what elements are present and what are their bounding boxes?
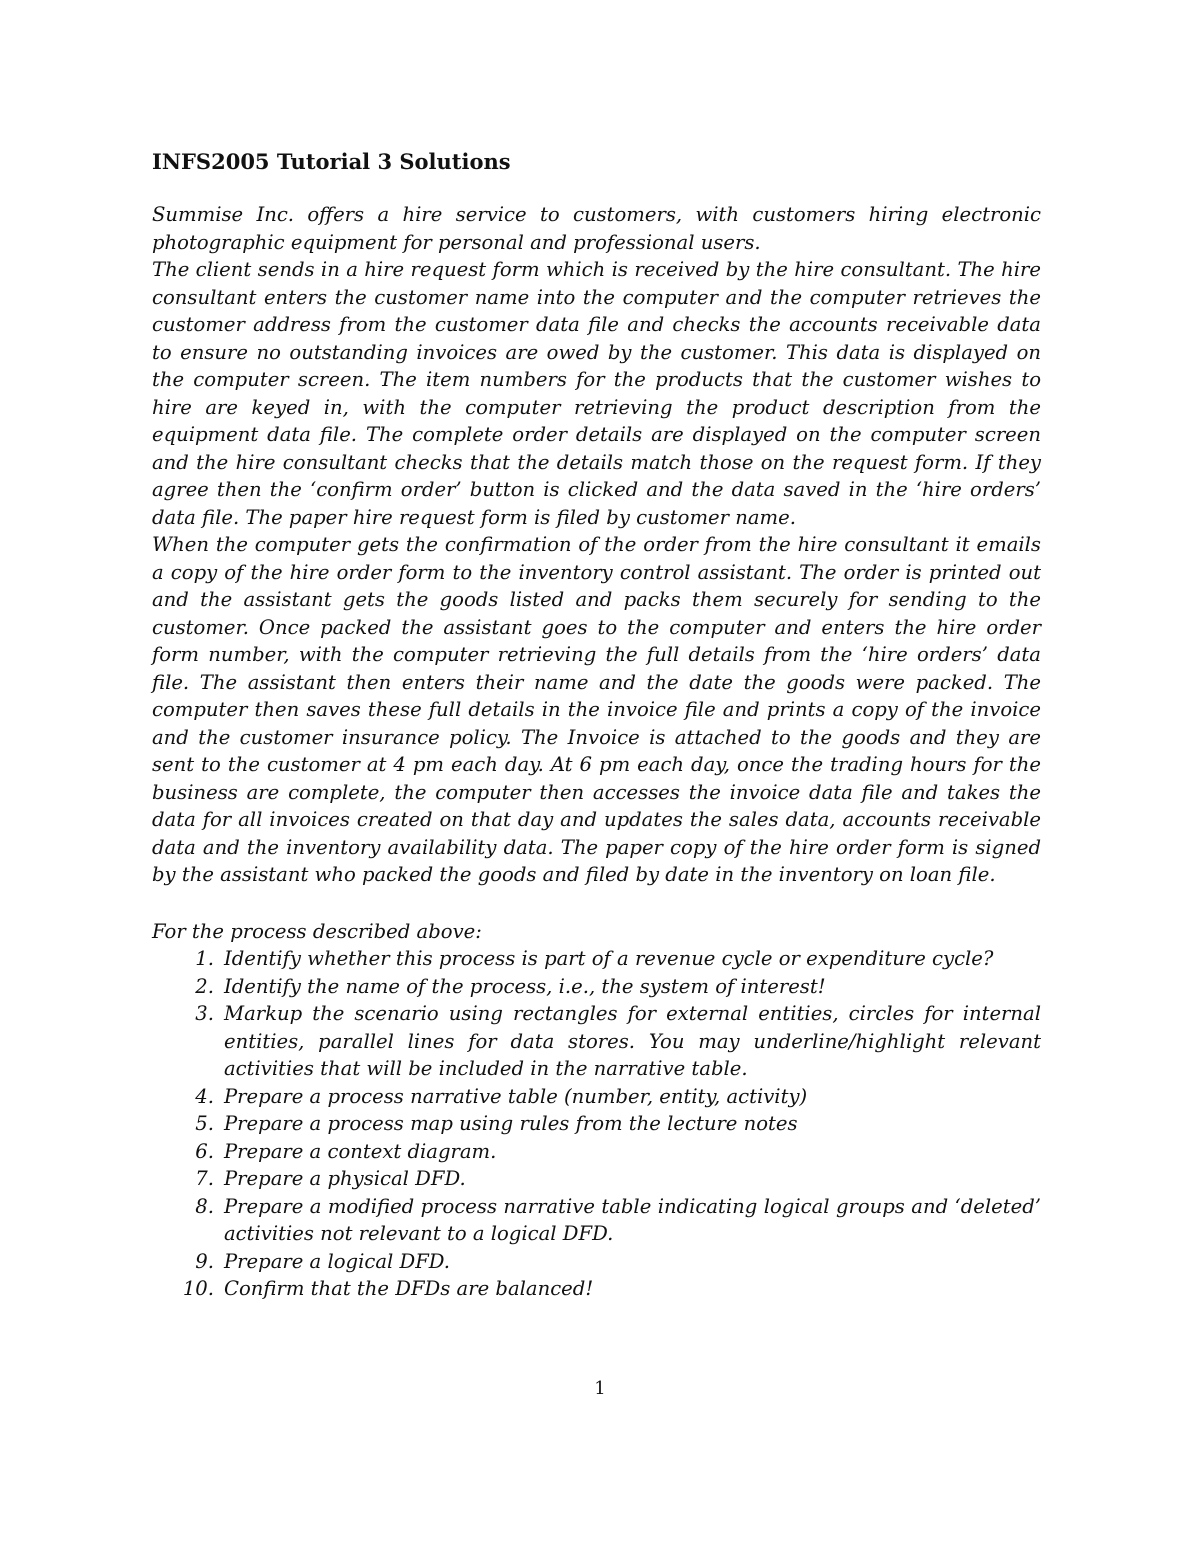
- intro-paragraph: Summise Inc. offers a hire service to customers, with customers hiring electronic photographic equipment for personal and professional users.: [152, 203, 1041, 254]
- task-prompt: For the process described above:: [152, 919, 482, 943]
- task-item: [152, 1165, 1041, 1193]
- task-item: [152, 1193, 1041, 1248]
- document-page: [152, 148, 1041, 1303]
- task-text: Prepare a modified process narrative table indicating logical groups and ‘deleted’ activities not relevant to a logical DFD.: [224, 1194, 1041, 1245]
- hire-request-paragraph: The client sends in a hire request form which is received by the hire consultant. The hire consultant enters the customer name into the computer and the computer retrieves the customer address from the customer data file and checks the accounts receivable data to ensure no outstanding invoices are owed by the customer. This data is displayed on the computer screen. The item numbers for the products that the customer wishes to hire are keyed in, with the computer retrieving the product description from the equipment data file. The complete order details are displayed on the computer screen and the hire consultant checks that the details match those on the request form. If they agree then the ‘confirm order’ button is clicked and the data saved in the ‘hire orders’ data file. The paper hire request form is filed by customer name.: [152, 258, 1041, 529]
- task-text: Prepare a process map using rules from the lecture notes: [224, 1112, 798, 1135]
- task-text: Prepare a context diagram.: [224, 1139, 497, 1163]
- task-number: 5.: [195, 1112, 214, 1135]
- task-number: 8.: [195, 1194, 214, 1218]
- order-fulfilment-paragraph: When the computer gets the confirmation of the order from the hire consultant it emails a copy of the hire order form to the inventory control assistant. The order is printed out and the assistant gets the goods listed and packs them securely for sending to the customer. Once packed the assistant goes to the computer and enters the hire order form number, with the computer retrieving the full details from the ‘hire orders’ data file. The assistant then enters their name and the date the goods were packed. The computer then saves these full details in the invoice file and prints a copy of the invoice and the customer insurance policy. The Invoice is attached to the goods and they are sent to the customer at 4 pm each day. At 6 pm each day, once the trading hours for the business are complete, the computer then accesses the invoice data file and takes the data for all invoices created on that day and updates the sales data, accounts receivable data and the inventory availability data. The paper copy of the hire order form is signed by the assistant who packed the goods and filed by date in the inventory on loan file.: [152, 533, 1041, 886]
- page-number: 1: [594, 1378, 606, 1399]
- task-item: [152, 1275, 1041, 1303]
- task-list: [152, 945, 1041, 1303]
- task-number: 4.: [195, 1084, 214, 1108]
- task-item: [152, 1138, 1041, 1166]
- task-number: 7.: [195, 1167, 214, 1190]
- task-number: 10.: [182, 1277, 214, 1300]
- task-text: Identify the name of the process, i.e., the system of interest!: [224, 974, 826, 998]
- task-number: 3.: [195, 1002, 214, 1025]
- task-item: [152, 1248, 1041, 1276]
- task-text: Markup the scenario using rectangles for external entities, circles for internal entities, parallel lines for data stores. You may underline/highlight relevant activities that will be included in the narrative table.: [224, 1002, 1041, 1080]
- task-text: Identify whether this process is part of a revenue cycle or expenditure cycle?: [224, 947, 994, 970]
- document-title: INFS2005 Tutorial 3 Solutions: [152, 149, 511, 174]
- task-text: Prepare a logical DFD.: [224, 1249, 451, 1273]
- task-item: [152, 1000, 1041, 1083]
- task-item: [152, 1110, 1041, 1138]
- task-item: [152, 1083, 1041, 1111]
- task-text: Prepare a process narrative table (number, entity, activity): [224, 1084, 808, 1108]
- task-text: Prepare a physical DFD.: [224, 1167, 466, 1190]
- task-item: [152, 973, 1041, 1001]
- task-number: 9.: [195, 1249, 214, 1273]
- task-item: [152, 945, 1041, 973]
- task-number: 1.: [195, 947, 214, 970]
- task-number: 2.: [195, 974, 214, 998]
- task-text: Confirm that the DFDs are balanced!: [224, 1277, 594, 1300]
- task-number: 6.: [195, 1139, 214, 1163]
